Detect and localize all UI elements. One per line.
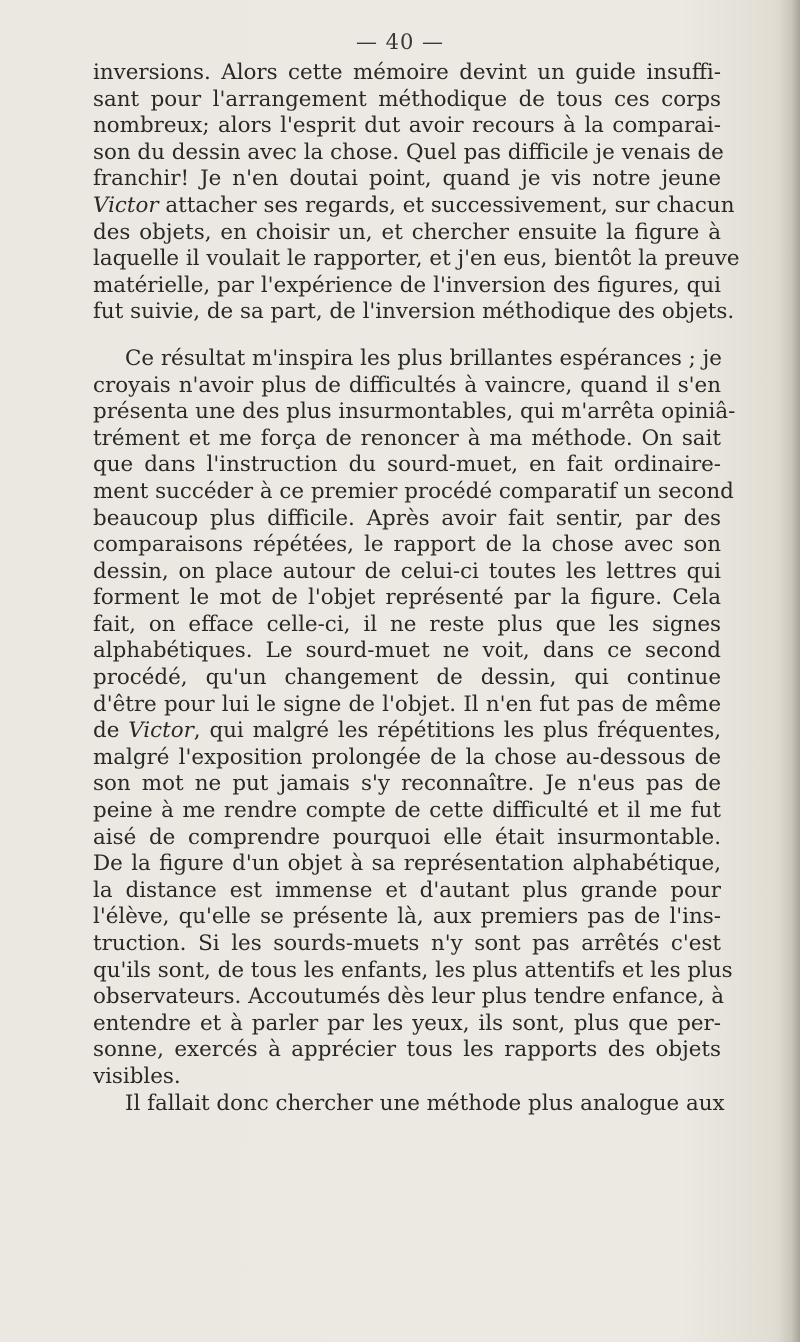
text-line: fut suivie, de sa part, de l'inversion méthodique des objets. bbox=[93, 299, 735, 325]
text-line: Il fallait donc chercher une méthode plus analogue aux bbox=[125, 1090, 725, 1116]
text-line: que dans l'instruction du sourd-muet, en fait ordinaire- bbox=[93, 452, 721, 478]
text-line: malgré l'exposition prolongée de la chose au-dessous de bbox=[93, 744, 721, 770]
text-line: de Victor, qui malgré les répétitions les plus fréquentes, bbox=[93, 718, 721, 744]
text-line: fait, on efface celle-ci, il ne reste plus que les signes bbox=[93, 611, 721, 637]
text-line: truction. Si les sourds-muets n'y sont pas arrêtés c'est bbox=[93, 931, 721, 956]
paragraph bbox=[93, 345, 736, 1091]
text-line: comparaisons répétées, le rapport de la chose avec son bbox=[93, 532, 721, 558]
text-line: matérielle, par l'expérience de l'inversion des figures, qui bbox=[93, 272, 721, 298]
text-line: franchir! Je n'en doutai point, quand je vis notre jeune bbox=[93, 166, 721, 192]
body-text bbox=[93, 60, 740, 1117]
text-line: trément et me força de renoncer à ma méthode. On sait bbox=[93, 425, 721, 451]
text-line: son du dessin avec la chose. Quel pas difficile je venais de bbox=[93, 139, 724, 165]
text-line: d'être pour lui le signe de l'objet. Il n'en fut pas de même bbox=[93, 691, 721, 717]
text-line: présenta une des plus insurmontables, qui m'arrêta opiniâ- bbox=[93, 399, 736, 425]
text-line: sant pour l'arrangement méthodique de tous ces corps bbox=[93, 86, 721, 112]
text-line: visibles. bbox=[93, 1063, 181, 1089]
text-line: laquelle il voulait le rapporter, et j'en eus, bientôt la preuve bbox=[93, 246, 740, 272]
text-line: ment succéder à ce premier procédé comparatif un second bbox=[93, 478, 734, 504]
paragraph bbox=[93, 60, 740, 326]
text-line: dessin, on place autour de celui-ci toutes les lettres qui bbox=[93, 558, 721, 584]
text-line: l'élève, qu'elle se présente là, aux premiers pas de l'ins- bbox=[93, 904, 721, 930]
text-line: qu'ils sont, de tous les enfants, les plus attentifs et les plus bbox=[93, 957, 733, 983]
page-number: — 40 — bbox=[355, 30, 445, 54]
text-line: peine à me rendre compte de cette difficulté et il me fut bbox=[93, 798, 721, 824]
text-line: Victor attacher ses regards, et successivement, sur chacun bbox=[93, 192, 735, 218]
paragraph-gap bbox=[93, 326, 721, 346]
text-line: alphabétiques. Le sourd-muet ne voit, dans ce second bbox=[93, 638, 721, 664]
page-edge-shadow bbox=[778, 0, 800, 1342]
text-line: la distance est immense et d'autant plus grande pour bbox=[93, 877, 721, 903]
text-line: observateurs. Accoutumés dès leur plus tendre enfance, à bbox=[93, 984, 725, 1010]
text-line: aisé de comprendre pourquoi elle était insurmontable. bbox=[93, 824, 721, 850]
text-line: son mot ne put jamais s'y reconnaître. Je n'eus pas de bbox=[93, 771, 721, 797]
text-line: des objets, en choisir un, et chercher ensuite la figure à bbox=[93, 219, 721, 245]
text-line: nombreux; alors l'esprit dut avoir recours à la comparai- bbox=[93, 113, 721, 139]
text-line: beaucoup plus difficile. Après avoir fait sentir, par des bbox=[93, 505, 721, 531]
text-line: croyais n'avoir plus de difficultés à vaincre, quand il s'en bbox=[93, 372, 721, 398]
paragraph bbox=[93, 1090, 725, 1118]
text-line: inversions. Alors cette mémoire devint un guide insuffi- bbox=[93, 60, 721, 85]
text-line: De la figure d'un objet à sa représentation alphabétique, bbox=[93, 851, 721, 877]
text-line: procédé, qu'un changement de dessin, qui continue bbox=[93, 665, 721, 691]
text-line: sonne, exercés à apprécier tous les rapports des objets bbox=[93, 1037, 721, 1063]
text-line: entendre et à parler par les yeux, ils sont, plus que per- bbox=[93, 1010, 721, 1036]
text-line: Ce résultat m'inspira les plus brillantes espérances ; je bbox=[125, 345, 722, 371]
text-line: forment le mot de l'objet représenté par la figure. Cela bbox=[93, 585, 721, 611]
